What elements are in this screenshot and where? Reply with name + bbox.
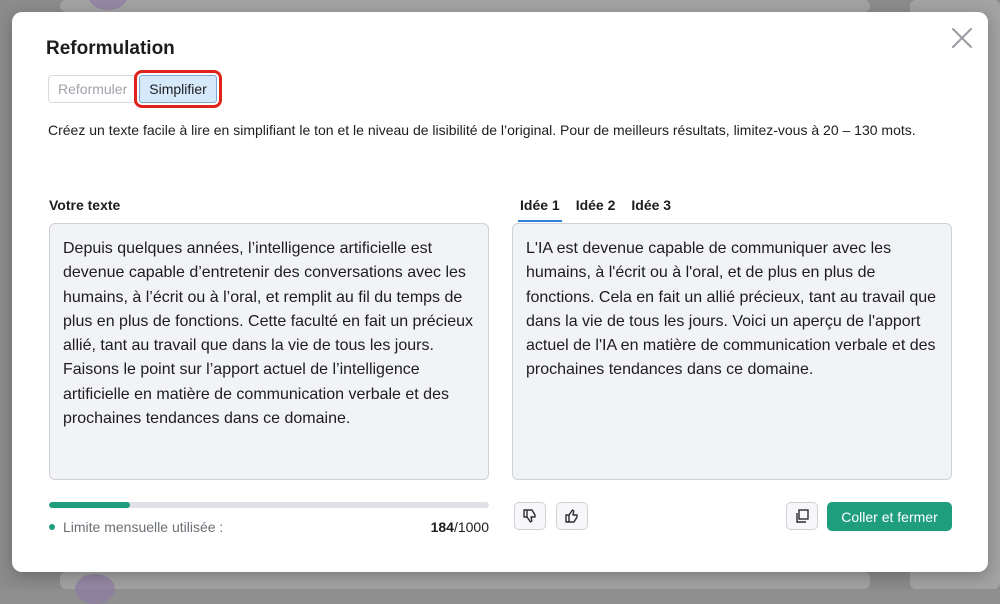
usage-limit-count: [431, 519, 489, 535]
usage-used-value: 184: [430, 519, 454, 535]
dialog-title: Reformulation: [46, 38, 175, 59]
status-dot-icon: [49, 524, 55, 530]
tab-idee-2[interactable]: Idée 2: [575, 197, 616, 213]
mode-switch: [48, 75, 217, 103]
tab-idee-3[interactable]: Idée 3: [631, 197, 672, 213]
usage-progress-bar: [49, 502, 489, 508]
mode-description: Créez un texte facile à lire en simplifiant le ton et le niveau de lisibilité de l’original. Pour de meilleurs résultats, limitez-vous à 20 – 130 mots.: [48, 122, 916, 138]
copy-icon: [794, 508, 810, 524]
tab-idee-1[interactable]: Idée 1: [520, 197, 560, 221]
usage-limit-row: [49, 518, 489, 536]
source-text-area[interactable]: Depuis quelques années, l’intelligence artificielle est devenue capable d’entretenir des conversations avec les humains, à l’écrit ou à l’oral, et remplit au fil du temps de plus en plus de fonctions. Cette faculté en fait un précieux allié, tant au travail que dans la vie de tous les jours. Faisons le point sur l’apport actuel de l’intelligence artificielle en matière de communication verbale et des prochaines tendances dans ce domaine.: [49, 223, 489, 480]
background-card: [60, 572, 870, 589]
usage-limit-label: Limite mensuelle utilisée :: [63, 519, 224, 535]
background-card: [60, 0, 870, 12]
usage-total-value: /1000: [453, 519, 489, 535]
thumbs-up-icon: [564, 508, 580, 524]
reformulation-dialog: [12, 12, 988, 572]
usage-progress-fill: [49, 502, 130, 508]
input-label: Votre texte: [49, 197, 121, 213]
copy-button[interactable]: [786, 502, 818, 530]
close-icon: [950, 26, 974, 50]
idea-output-text: L'IA est devenue capable de communiquer avec les humains, à l'écrit ou à l'oral, et de plus en plus de fonctions. Cela en fait un allié précieux, tant au travail que dans la vie de tous les jours. Voici un aperçu de l'apport actuel de l'IA en matière de communication verbale et des prochaines tendances dans ce domaine.: [512, 223, 952, 480]
like-button[interactable]: [556, 502, 588, 530]
paste-and-close-button[interactable]: Coller et fermer: [827, 502, 952, 531]
dislike-button[interactable]: [514, 502, 546, 530]
mode-simplifier-button[interactable]: Simplifier: [139, 75, 217, 103]
idea-tabs: [520, 197, 671, 221]
close-button[interactable]: [950, 26, 974, 50]
background-illustration: [75, 574, 115, 604]
thumbs-down-icon: [522, 508, 538, 524]
mode-reformuler-button[interactable]: Reformuler: [48, 75, 137, 103]
